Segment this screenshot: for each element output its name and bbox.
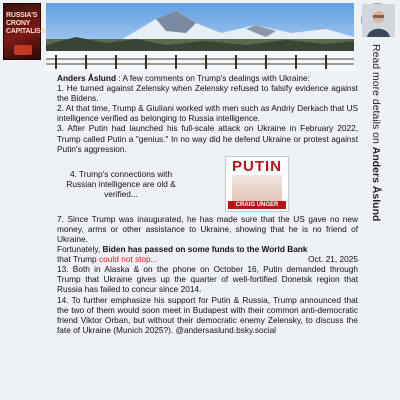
- point-2: 2. At that time, Trump & Giuliani worked with men such as Andriy Derkach that US intelligence verified as belonging to Russia intelligence.: [57, 103, 358, 124]
- putin-book-art: [232, 175, 282, 201]
- biden-bold-text: Biden has passed on some funds to the World Bank: [102, 244, 308, 255]
- winter-landscape-photo: [46, 3, 354, 71]
- could-not-stop-text: could not stop...: [98, 254, 158, 265]
- post-date: Oct. 21, 2025: [308, 254, 358, 265]
- point-14: 14. To further emphasize his support for Putin & Russia, Trump announced that the two of them would soon meet in Budapest with their common anti-democratic friend Viktor Orban, but without their democratic enemy Zelensky, to discuss the fate of Ukraine (Munich 2025?). @andersaslund.bsky.social: [57, 294, 358, 335]
- read-more-prefix: Read more details on: [370, 44, 382, 147]
- intro-text: : A few comments on Trump's dealings with Ukraine:: [116, 73, 310, 83]
- book-cover-title: RUSSIA'S CRONY CAPITALISM: [6, 12, 47, 35]
- intro-paragraph: [57, 73, 358, 83]
- book-cover-putin: [225, 156, 289, 212]
- book-cover-crony-capitalism: [3, 3, 47, 60]
- putin-book-author: CRAIG UNGER: [228, 201, 286, 209]
- post-author: Anders Åslund: [57, 73, 117, 83]
- trump-stop-line: [57, 254, 358, 264]
- book-cover-mark: [14, 45, 32, 55]
- author-avatar[interactable]: [361, 3, 394, 36]
- point-4-row: [57, 156, 358, 212]
- read-more-vertical-text: [370, 44, 382, 221]
- point-1: 1. He turned against Zelensky when Zelensky refused to falsify evidence against the Bidens.: [57, 83, 358, 104]
- putin-book-title: PUTIN: [232, 157, 282, 175]
- point-13: 13. Both in Alaska & on the phone on October 16, Putin demanded through Trump that Ukraine gives up the quarter of well-fortified Donetsk region that Russia has failed to concur since 2014.: [57, 264, 358, 295]
- read-more-author-name: Anders Åslund: [370, 146, 382, 222]
- fortunately-text: Fortunately,: [57, 244, 103, 255]
- post-body: [57, 73, 358, 335]
- point-4: 4. Trump's connections with Russian intelligence are old & verified...: [66, 168, 176, 199]
- point-3: 3. After Putin had launched his full-scale attack on Ukraine in February 2022, Trump called Putin a "genius." In no way did he defend Ukraine or protest against Putin's aggression.: [57, 123, 358, 154]
- point-7: 7. Since Trump was inaugurated, he has made sure that the US gave no new money, arms or other assistance to Ukraine, showing that he is no friend of Ukraine.: [57, 213, 358, 244]
- world-bank-paragraph: [57, 244, 358, 254]
- that-trump-text: that Trump: [57, 254, 99, 265]
